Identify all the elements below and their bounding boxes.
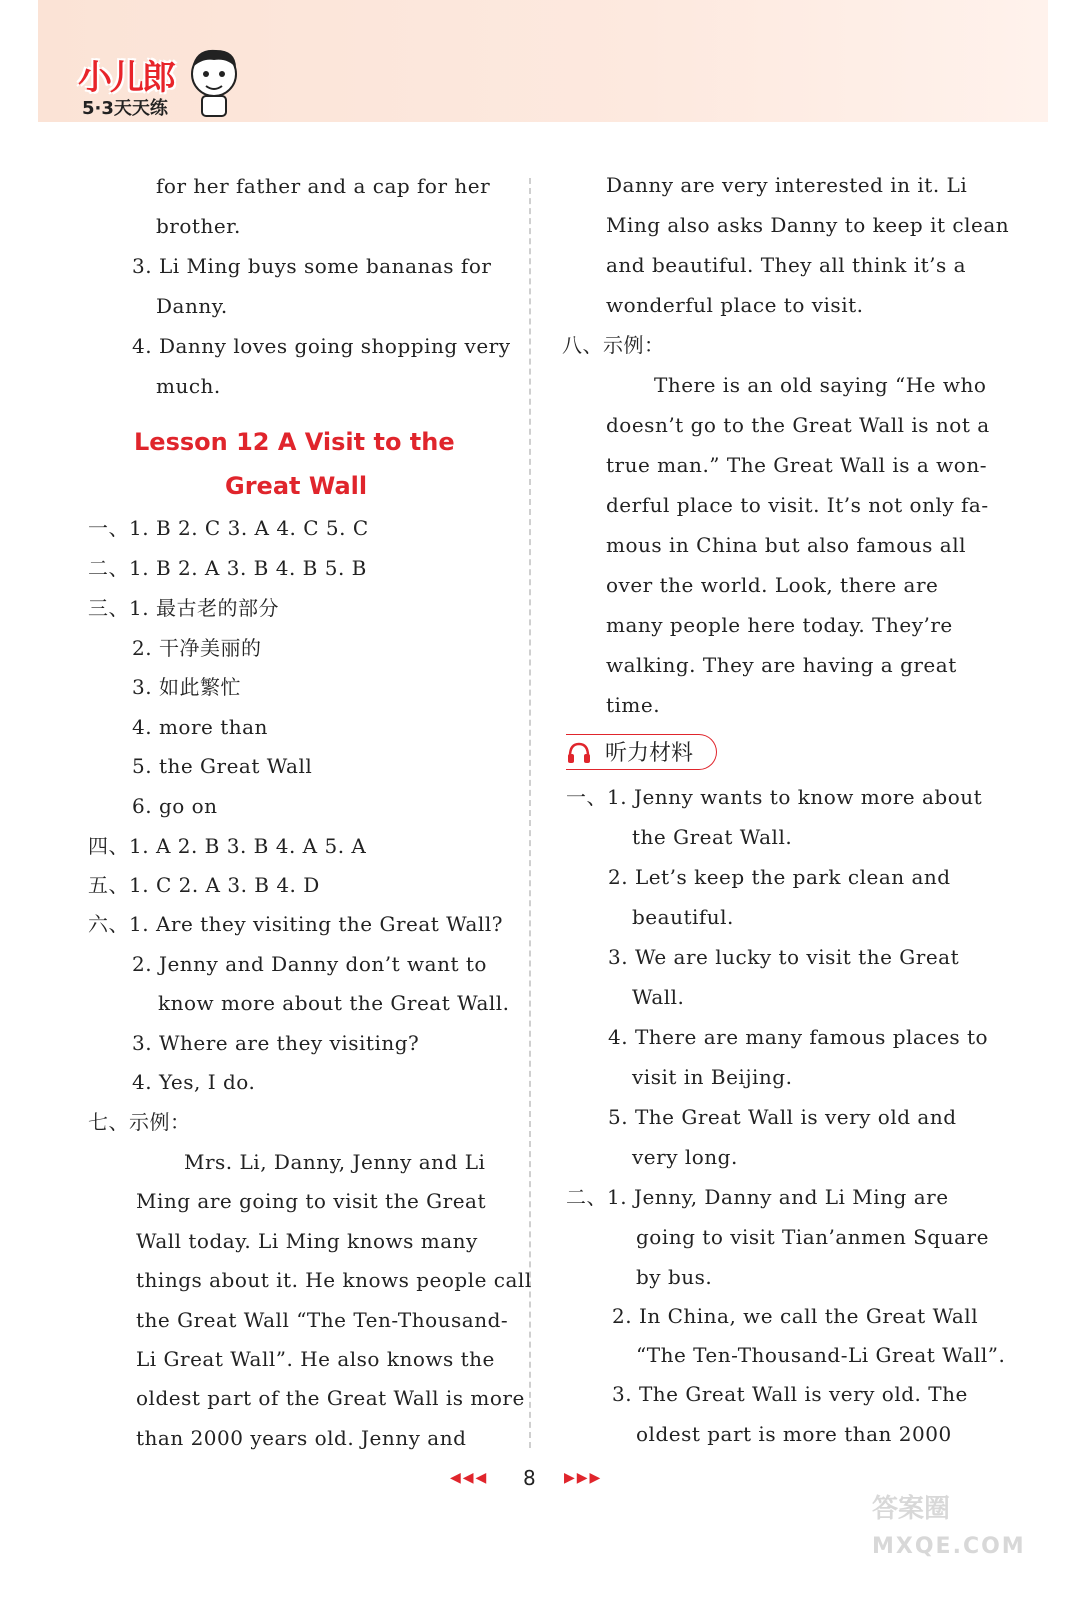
lesson-title-cont: Great Wall (225, 472, 368, 500)
text-line: and beautiful. They all think it’s a (606, 253, 967, 277)
text-line: for her father and a cap for her (156, 174, 491, 198)
column-divider (529, 178, 531, 1448)
answer-line: 2. Jenny and Danny don’t want to (132, 952, 487, 976)
paragraph-line: Wall today. Li Ming knows many (136, 1229, 478, 1253)
lesson-title: Lesson 12 A Visit to the (134, 428, 455, 456)
answer-line: 4. Yes, I do. (132, 1070, 256, 1094)
listening-line: 4. There are many famous places to (608, 1025, 989, 1049)
text-line: Ming also asks Danny to keep it clean (606, 213, 1010, 237)
watermark-logo: 答案圈 (872, 1494, 951, 1524)
answer-line: 五、1. C 2. A 3. B 4. D (88, 873, 320, 897)
text-line: brother. (156, 214, 241, 238)
answer-line: 一、1. B 2. C 3. A 4. C 5. C (88, 516, 369, 540)
answer-line: 2. 干净美丽的 (132, 636, 262, 660)
series-label: 5·3天天练 (82, 98, 168, 119)
watermark-url: MXQE.COM (872, 1534, 1026, 1559)
answer-line: know more about the Great Wall. (158, 991, 510, 1015)
text-line: 3. Li Ming buys some bananas for (132, 254, 492, 278)
text-line: Danny are very interested in it. Li (606, 173, 968, 197)
paragraph-line: Li Great Wall”. He also knows the (136, 1347, 495, 1371)
listening-line: 2. Let’s keep the park clean and (608, 865, 951, 889)
paragraph-line: Ming are going to visit the Great (136, 1189, 487, 1213)
paragraph-line: walking. They are having a great (606, 653, 957, 677)
paragraph-line: time. (606, 693, 661, 717)
paragraph-line: than 2000 years old. Jenny and (136, 1426, 467, 1450)
listening-line: “The Ten-Thousand-Li Great Wall”. (636, 1343, 1006, 1367)
text-line: wonderful place to visit. (606, 293, 864, 317)
listening-line: 二、1. Jenny, Danny and Li Ming are (566, 1185, 949, 1209)
paragraph-line: mous in China but also famous all (606, 533, 966, 557)
answer-line: 3. Where are they visiting? (132, 1031, 420, 1055)
paragraph-line: oldest part of the Great Wall is more (136, 1386, 525, 1410)
paragraph-line: true man.” The Great Wall is a won- (606, 453, 987, 477)
paragraph-line: Mrs. Li, Danny, Jenny and Li (184, 1150, 486, 1174)
listening-line: beautiful. (632, 905, 734, 929)
text-line: Danny. (156, 294, 228, 318)
brand-logo: 小儿郎 (78, 58, 174, 98)
answer-line: 四、1. A 2. B 3. B 4. A 5. A (88, 834, 367, 858)
paragraph-line: derful place to visit. It’s not only fa- (606, 493, 989, 517)
listening-line: 2. In China, we call the Great Wall (612, 1304, 979, 1328)
listening-line: 3. We are lucky to visit the Great (608, 945, 960, 969)
answer-line: 六、1. Are they visiting the Great Wall? (88, 912, 503, 936)
paragraph-line: over the world. Look, there are (606, 573, 939, 597)
text-line: much. (156, 374, 221, 398)
listening-line: Wall. (632, 985, 685, 1009)
listening-line: going to visit Tian’anmen Square (636, 1225, 989, 1249)
listening-line: 3. The Great Wall is very old. The (612, 1382, 968, 1406)
page-arrows-right: ▶▶▶ (564, 1470, 603, 1486)
page-number: 8 (523, 1466, 536, 1490)
answer-line: 二、1. B 2. A 3. B 4. B 5. B (88, 556, 367, 580)
answer-line: 三、1. 最古老的部分 (88, 596, 279, 620)
text-line: 4. Danny loves going shopping very (132, 334, 511, 358)
paragraph-line: doesn’t go to the Great Wall is not a (606, 413, 990, 437)
page-arrows-left: ◀◀◀ (450, 1470, 489, 1486)
listening-line: oldest part is more than 2000 (636, 1422, 952, 1446)
mascot-icon (184, 44, 244, 120)
listening-label: 听力材料 (605, 741, 694, 766)
listening-line: 一、1. Jenny wants to know more about (566, 785, 983, 809)
listening-line: visit in Beijing. (632, 1065, 793, 1089)
answer-line: 6. go on (132, 794, 218, 818)
answer-line: 4. more than (132, 715, 268, 739)
paragraph-line: the Great Wall “The Ten-Thousand- (136, 1308, 509, 1332)
headphone-icon (566, 740, 592, 766)
answer-line: 七、示例： (88, 1110, 191, 1134)
answer-line: 3. 如此繁忙 (132, 675, 241, 699)
paragraph-line: There is an old saying “He who (654, 373, 987, 397)
listening-line: by bus. (636, 1265, 713, 1289)
listening-line: 5. The Great Wall is very old and (608, 1105, 957, 1129)
paragraph-line: many people here today. They’re (606, 613, 953, 637)
section-label: 八、示例： (562, 333, 665, 357)
listening-line: the Great Wall. (632, 825, 793, 849)
answer-line: 5. the Great Wall (132, 754, 313, 778)
paragraph-line: things about it. He knows people call (136, 1268, 532, 1292)
listening-line: very long. (632, 1145, 738, 1169)
